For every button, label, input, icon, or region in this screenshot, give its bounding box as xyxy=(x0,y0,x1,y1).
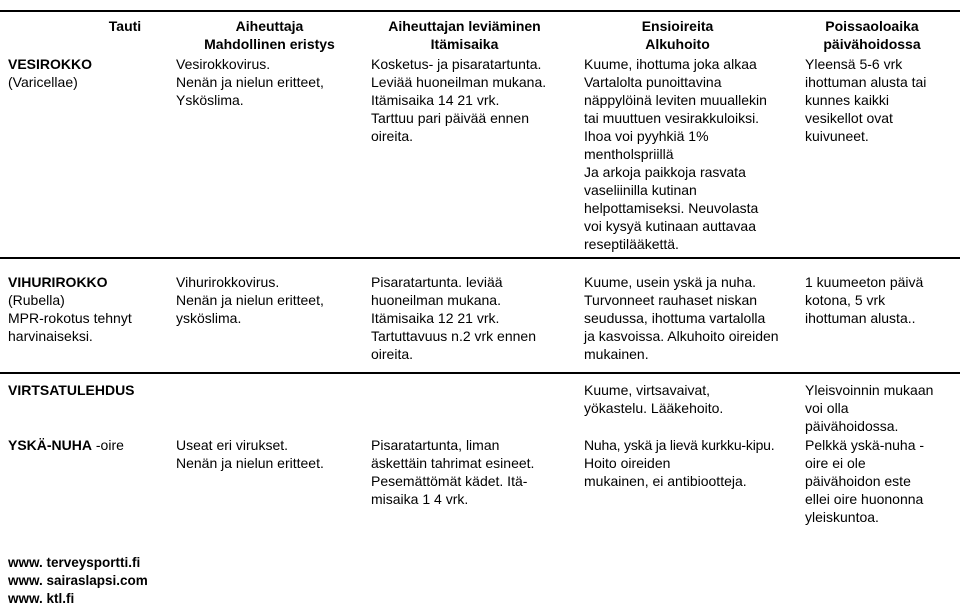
row-virtsatulehdus-symptoms: Kuume, virtsavaivat, yökastelu. Lääkehoito. xyxy=(584,382,724,416)
header-disease: Tauti xyxy=(108,18,142,34)
row-vihurirokko-cause: Vihurirokkovirus. Nenän ja nielun eritteet, ysköslima. xyxy=(176,274,324,326)
row-yskanuha-symptoms: Nuha, yskä ja lievä kurkku-kipu. Hoito oireiden mukainen, ei antibiootteja. xyxy=(584,437,775,489)
header-absence: Poissaoloaika päivähoidossa xyxy=(823,18,921,52)
header-cause: Aiheuttaja Mahdollinen eristys xyxy=(204,18,335,52)
footer-link-sairaslapsi[interactable]: www. sairaslapsi.com xyxy=(8,573,148,588)
footer-link-ktl[interactable]: www. ktl.fi xyxy=(8,591,75,606)
row-vesirokko-spread: Kosketus- ja pisaratartunta. Leviää huoneilman mukana. Itämisaika 14 21 vrk. Tarttuu pari päivää ennen oireita. xyxy=(371,56,547,144)
row-vihurirokko-symptoms: Kuume, usein yskä ja nuha. Turvonneet rauhaset niskan seudussa, ihottuma vartalolla ja kasvoissa. Alkuhoito oireiden mukainen. xyxy=(584,274,779,362)
row-vesirokko-symptoms: Kuume, ihottuma joka alkaa Vartalolta punoittavina näppylöinä leviten muuallekin tai muuttuen vesirakkuloiksi. Ihoa voi pyyhkiä 1% mentholspriillä Ja arkoja paikkoja rasvata vaseliinilla kutinan helpottamiseksi. Neuvolasta voi kysyä kutinaan auttavaa reseptilääkettä. xyxy=(584,56,767,252)
row-virtsatulehdus-absence: Yleisvoinnin mukaan voi olla päivähoidossa. xyxy=(805,382,934,434)
row-yskanuha-disease: YSKÄ-NUHA -oire xyxy=(8,437,124,453)
row-vesirokko-absence: Yleensä 5-6 vrk ihottuman alusta tai kunnes kaikki vesikellot ovat kuivuneet. xyxy=(805,56,927,144)
rule-after-vesirokko xyxy=(0,257,960,259)
row-virtsatulehdus-disease: VIRTSATULEHDUS xyxy=(8,382,135,398)
row-vihurirokko-absence: 1 kuumeeton päivä kotona, 5 vrk ihottuman alusta.. xyxy=(805,274,924,326)
rule-after-vihurirokko xyxy=(0,372,960,374)
rule-header-top xyxy=(0,10,960,12)
header-spread: Aiheuttajan leviäminen Itämisaika xyxy=(388,18,541,52)
row-yskanuha-cause: Useat eri virukset. Nenän ja nielun eritteet. xyxy=(176,437,324,471)
row-yskanuha-absence: Pelkkä yskä-nuha - oire ei ole päivähoidon este ellei oire huononna yleiskuntoa. xyxy=(805,437,925,525)
row-yskanuha-spread: Pisaratartunta, liman äskettäin tahrimat esineet. Pesemättömät kädet. Itä- misaika 1 4 vrk. xyxy=(371,437,535,507)
header-symptoms: Ensioireita Alkuhoito xyxy=(641,18,714,52)
row-vihurirokko-disease: VIHURIROKKO (Rubella) MPR-rokotus tehnyt harvinaiseksi. xyxy=(8,274,132,344)
footer-link-terveysportti[interactable]: www. terveysportti.fi xyxy=(8,555,141,570)
row-vesirokko-cause: Vesirokkovirus. Nenän ja nielun eritteet, Ysköslima. xyxy=(176,56,324,108)
row-vesirokko-disease: VESIROKKO (Varicellae) xyxy=(8,56,93,90)
footer-links xyxy=(8,554,148,608)
row-vihurirokko-spread: Pisaratartunta. leviää huoneilman mukana. Itämisaika 12 21 vrk. Tartuttavuus n.2 vrk ennen oireita. xyxy=(371,274,536,362)
